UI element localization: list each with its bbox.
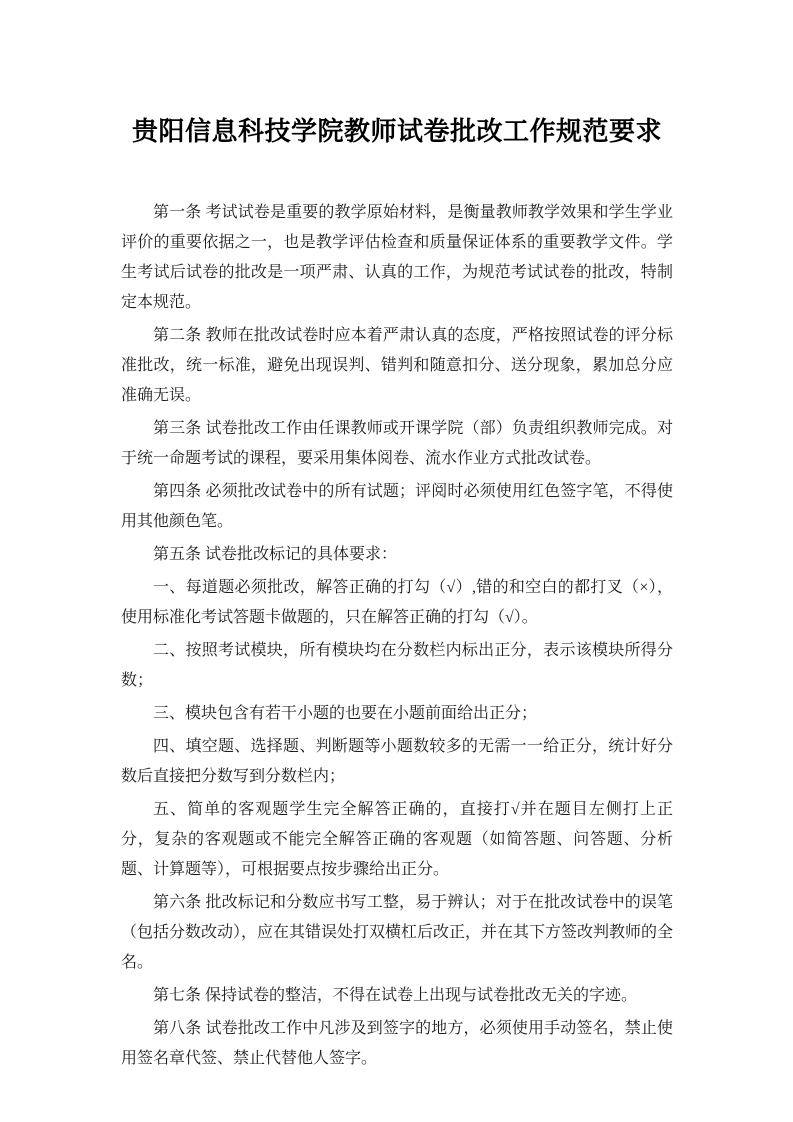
- article-7: 第七条 保持试卷的整洁，不得在试卷上出现与试卷批改无关的字迹。: [153, 987, 638, 1004]
- article-2: 第二条 教师在批改试卷时应本着严肃认真的态度，严格按照试卷的评分标准批改，统一标准，避免出现误判、错判和随意扣分、送分现象，累加总分应准确无误。: [121, 327, 673, 404]
- article-4: 第四条 必须批改试卷中的所有试题；评阅时必须使用红色签字笔，不得使用其他颜色笔。: [121, 483, 673, 530]
- article-5-item-3: 三、模块包含有若干小题的也要在小题前面给出正分；: [153, 705, 538, 722]
- article-6: 第六条 批改标记和分数应书写工整，易于辨认；对于在批改试卷中的误笔（包括分数改动），应在其错误处打双横杠后改正，并在其下方签改判教师的全名。: [121, 894, 674, 971]
- article-1: 第一条 考试试卷是重要的教学原始材料，是衡量教师教学效果和学生学业评价的重要依据之一，也是教学评估检查和质量保证体系的重要教学文件。学生考试后试卷的批改是一项严肃、认真的工作，为规范考试试卷的批改，特制定本规范。: [121, 204, 673, 311]
- article-5-item-4: 四、填空题、选择题、判断题等小题数较多的无需一一给正分，统计好分数后直接把分数写到分数栏内；: [121, 738, 673, 785]
- article-8: 第八条 试卷批改工作中凡涉及到签字的地方，必须使用手动签名，禁止使用签名章代签、禁止代替他人签字。: [121, 1020, 673, 1067]
- article-5-item-1: 一、每道题必须批改，解答正确的打勾（√）,错的和空白的都打叉（×），使用标准化考试答题卡做题的，只在解答正确的打勾（√）。: [121, 579, 673, 626]
- document-title: 贵阳信息科技学院教师试卷批改工作规范要求: [131, 116, 662, 146]
- article-5: 第五条 试卷批改标记的具体要求：: [153, 546, 398, 563]
- article-5-item-2: 二、按照考试模块，所有模块均在分数栏内标出正分，表示该模块所得分数；: [121, 642, 673, 689]
- document-body: [121, 198, 673, 1074]
- article-5-item-5: 五、简单的客观题学生完全解答正确的，直接打√并在题目左侧打上正分，复杂的客观题或不能完全解答正确的客观题（如简答题、问答题、分析题、计算题等），可根据要点按步骤给出正分。: [121, 801, 673, 878]
- article-3: 第三条 试卷批改工作由任课教师或开课学院（部）负责组织教师完成。对于统一命题考试的课程，要采用集体阅卷、流水作业方式批改试卷。: [121, 420, 673, 467]
